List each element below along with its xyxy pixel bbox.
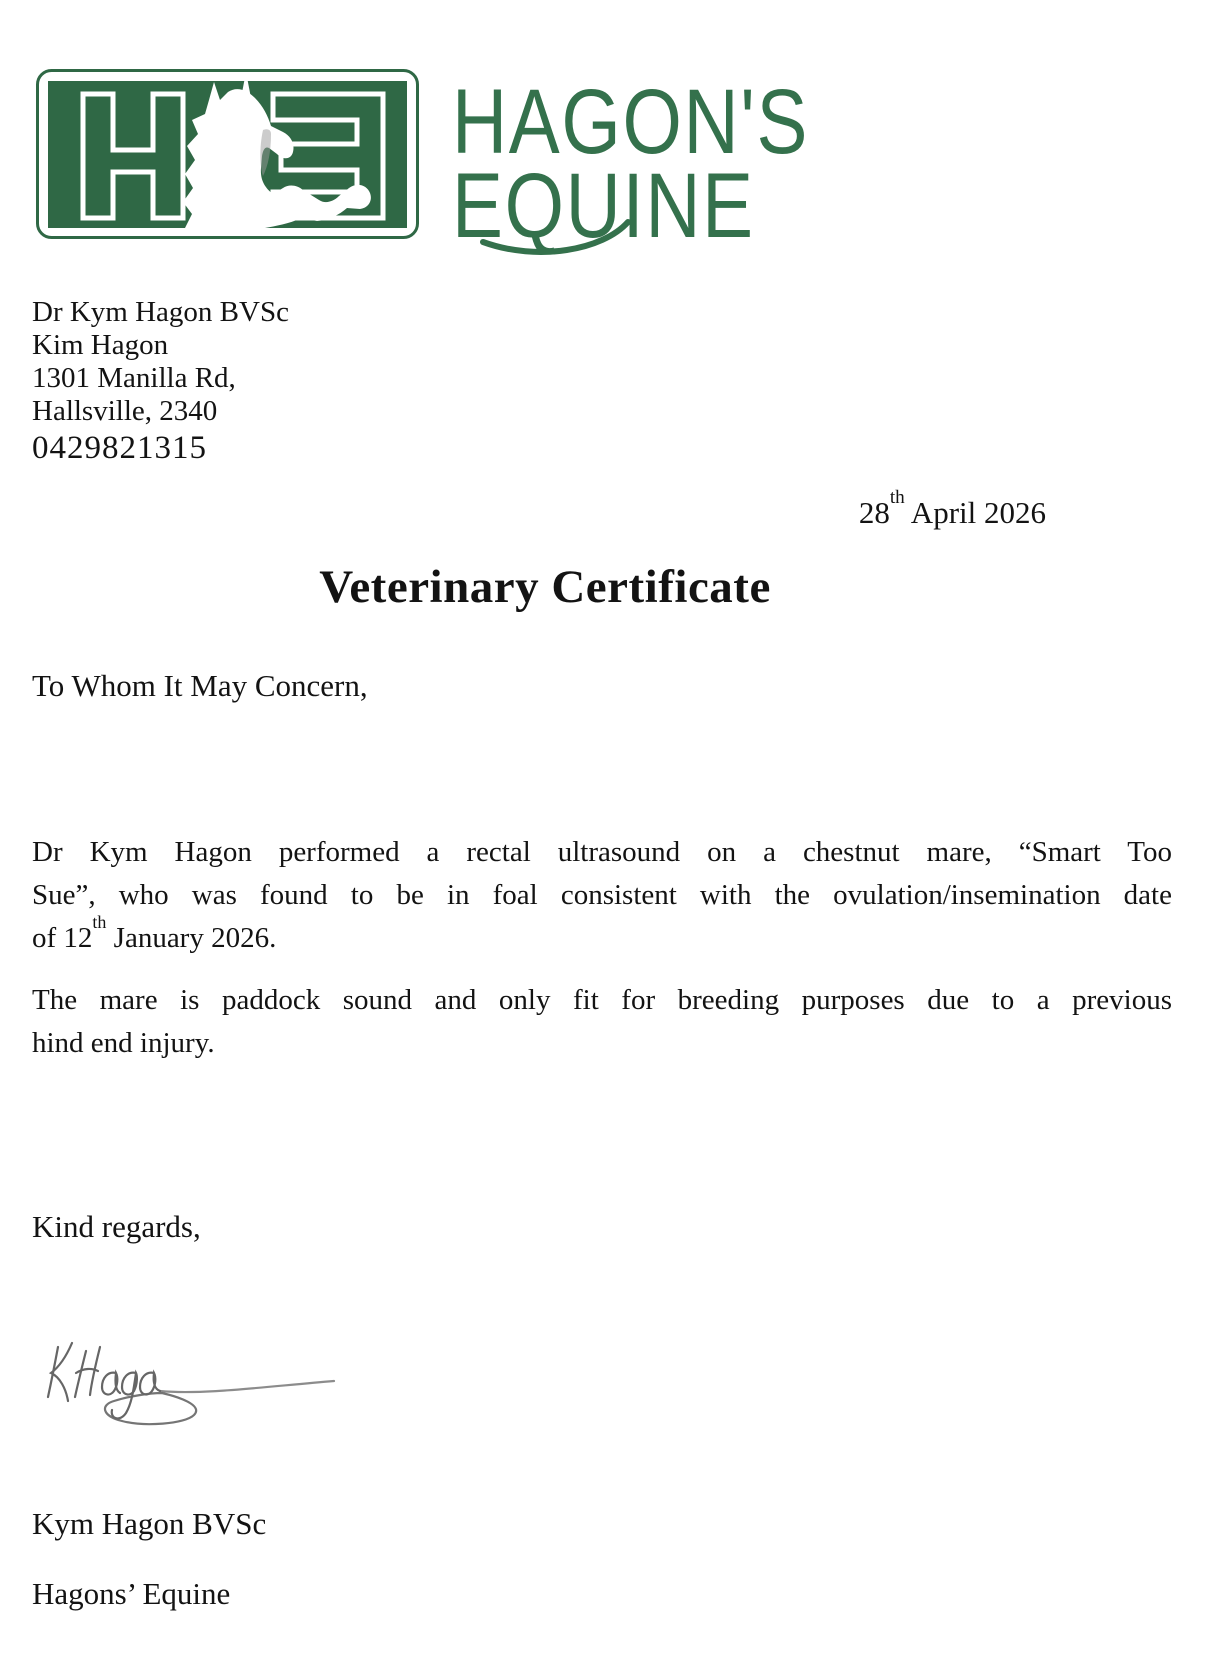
signoff-name: Kym Hagon BVSc xyxy=(32,1506,267,1541)
salutation: To Whom It May Concern, xyxy=(32,668,368,703)
paragraph1-line3-pre: of 12 xyxy=(32,922,93,954)
paragraph2-line1: The mare is paddock sound and only fit for breeding purposes due to a previous xyxy=(32,984,1172,1016)
paragraph1-line1: Dr Kym Hagon performed a rectal ultrasound on a chestnut mare, “Smart Too xyxy=(32,836,1172,868)
document-title: Veterinary Certificate xyxy=(319,561,771,613)
paragraph1-line3-ordinal: th xyxy=(92,912,107,933)
q-swash-flourish xyxy=(468,218,638,266)
letter-date xyxy=(0,487,1046,531)
signature-icon xyxy=(42,1335,342,1427)
wordmark-line2: EQUINE xyxy=(452,155,755,257)
closing-line: Kind regards, xyxy=(32,1209,201,1244)
body-paragraph-2 xyxy=(32,979,1172,1065)
date-ordinal: th xyxy=(889,487,905,509)
signoff-organisation: Hagons’ Equine xyxy=(32,1576,231,1611)
body-paragraph-1 xyxy=(32,831,1172,960)
sender-name: Dr Kym Hagon BVSc xyxy=(32,296,289,328)
horse-monogram-icon xyxy=(35,68,420,240)
paragraph1-line3 xyxy=(32,912,1172,960)
sender-contact-name: Kim Hagon xyxy=(32,329,169,361)
handwritten-signature xyxy=(42,1335,342,1432)
date-day: 28 xyxy=(858,495,890,530)
wordmark-line1: HAGON'S xyxy=(452,71,810,173)
paragraph2-line2: hind end injury. xyxy=(32,1027,215,1059)
sender-street: 1301 Manilla Rd, xyxy=(32,362,236,394)
sender-address-block xyxy=(32,296,289,465)
sender-phone: 0429821315 xyxy=(32,430,207,466)
brand-logo xyxy=(35,68,420,245)
date-month-year: April 2026 xyxy=(904,495,1046,530)
paragraph1-line2: Sue”, who was found to be in foal consistent with the ovulation/insemination date xyxy=(32,879,1172,911)
paragraph1-line3-post: January 2026. xyxy=(106,922,277,954)
sender-suburb: Hallsville, 2340 xyxy=(32,395,218,427)
